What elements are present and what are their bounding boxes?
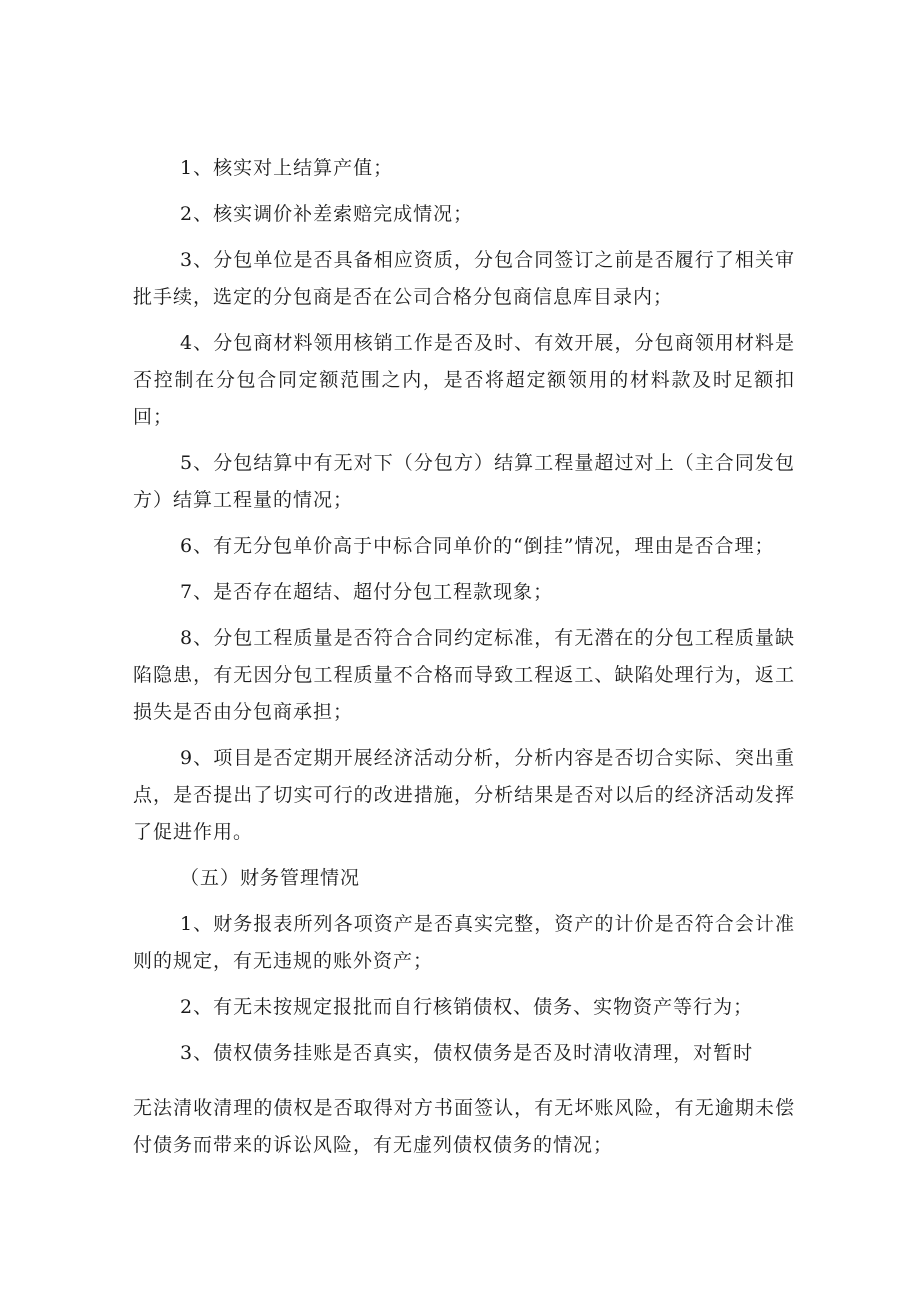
- paragraph-finance-1: 1、财务报表所列各项资产是否真实完整，资产的计价是否符合会计准则的规定，有无违规的账外资产；: [133, 913, 795, 972]
- section-heading: （五）财务管理情况: [180, 867, 361, 889]
- paragraph-item-4: 4、分包商材料领用核销工作是否及时、有效开展，分包商领用材料是否控制在分包合同定额范围之内，是否将超定额领用的材料款及时足额扣回；: [133, 332, 795, 428]
- paragraph-item-3: 3、分包单位是否具备相应资质，分包合同签订之前是否履行了相关审批手续，选定的分包商是否在公司合格分包商信息库目录内；: [133, 249, 795, 308]
- paragraph-finance-3-continuation: 无法清收清理的债权是否取得对方书面签认，有无坏账风险，有无逾期未偿付债务而带来的诉讼风险，有无虚列债权债务的情况；: [133, 1097, 795, 1156]
- paragraph-item-9: 9、项目是否定期开展经济活动分析，分析内容是否切合实际、突出重点，是否提出了切实可行的改进措施，分析结果是否对以后的经济活动发挥了促进作用。: [133, 747, 795, 843]
- paragraph-item-8: 8、分包工程质量是否符合合同约定标准，有无潜在的分包工程质量缺陷隐患，有无因分包工程质量不合格而导致工程返工、缺陷处理行为，返工损失是否由分包商承担；: [133, 627, 795, 723]
- paragraph-item-2: 2、核实调价补差索赔完成情况；: [180, 203, 474, 225]
- paragraph-item-5: 5、分包结算中有无对下（分包方）结算工程量超过对上（主合同发包方）结算工程量的情况；: [133, 452, 795, 511]
- paragraph-item-7: 7、是否存在超结、超付分包工程款现象；: [180, 581, 554, 603]
- paragraph-item-1: 1、核实对上结算产值；: [180, 157, 394, 179]
- paragraph-finance-2: 2、有无未按规定报批而自行核销债权、债务、实物资产等行为；: [180, 996, 754, 1018]
- paragraph-finance-3: 3、债权债务挂账是否真实，债权债务是否及时清收清理，对暂时: [180, 1042, 754, 1064]
- paragraph-item-6: 6、有无分包单价高于中标合同单价的“倒挂”情况，理由是否合理；: [180, 535, 775, 557]
